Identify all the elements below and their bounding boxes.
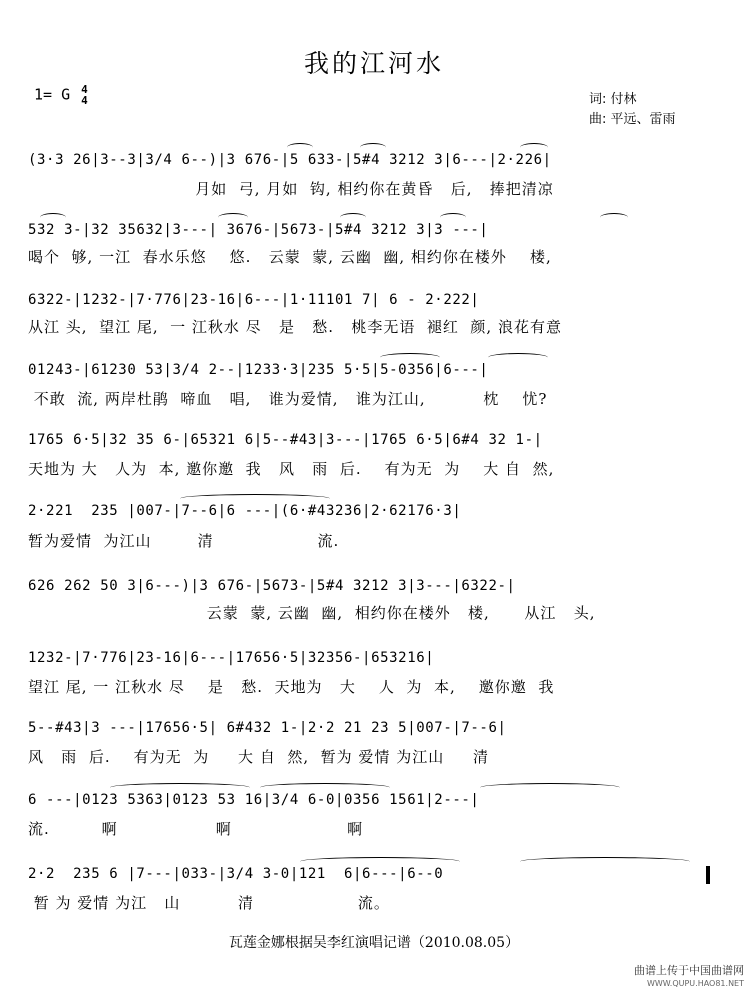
slur (520, 857, 690, 866)
lyric-line: 风 雨 后. 有为无 为 大 自 然, 暂为 爱情 为江山 清 (28, 748, 490, 766)
time-signature-bottom: 4 (81, 94, 88, 107)
slur (340, 213, 366, 222)
slur (300, 857, 460, 866)
lyric-line: 暂为爱情 为江山 清 流. (28, 532, 340, 550)
slur (40, 213, 66, 222)
notation-line: 1765 6·5|32 35 6-|65321 6|5--#43|3---|1765 6·5|6#4 32 1-| (28, 432, 543, 448)
key-signature (34, 84, 88, 106)
slur (600, 213, 628, 222)
lyric-line: 喝个 够, 一江 春水乐悠 悠. 云蒙 蒙, 云幽 幽, 相约你在楼外 楼, (28, 248, 552, 266)
lyric-line: 不敢 流, 两岸杜鹃 啼血 唱, 谁为爱情, 谁为江山, 枕 忧? (28, 390, 548, 408)
lyric-line: 流. 啊 啊 啊 (28, 820, 364, 838)
lyric-line: 暂 为 爱情 为江 山 清 流。 (28, 894, 390, 912)
slur (287, 143, 313, 152)
watermark-url: WWW.QUPU.HAO81.NET (646, 979, 744, 988)
slur (440, 213, 466, 222)
notation-line: 6 ---|0123 5363|0123 53 16|3/4 6-0|0356 1561|2---| (28, 792, 480, 808)
lyricist: 词: 付林 (589, 92, 637, 107)
lyric-line: 从江 头, 望江 尾, 一 江秋水 尽 是 愁. 桃李无语 褪红 颜, 浪花有意 (28, 318, 562, 336)
lyric-line: 云蒙 蒙, 云幽 幽, 相约你在楼外 楼, 从江 头, (28, 604, 596, 622)
slur (110, 783, 250, 792)
notation-line: 5--#43|3 ---|17656·5| 6#432 1-|2·2 21 23 5|007-|7--6| (28, 720, 507, 736)
watermark-text: 曲谱上传于中国曲谱网 (634, 964, 744, 977)
composer: 曲: 平远、雷雨 (589, 112, 676, 127)
time-signature (81, 84, 88, 106)
notation-line: 2·2 235 6 |7---|033-|3/4 3-0|121 6|6---|6--0 (28, 866, 444, 882)
slur (480, 783, 620, 792)
transcription-note: 瓦莲金娜根据吴李红演唱记谱（2010.08.05） (228, 935, 520, 951)
notation-line: 626 262 50 3|6---)|3 676-|5673-|5#4 3212 3|3---|6322-| (28, 578, 516, 594)
slur (520, 143, 548, 152)
lyric-line: 月如 弓, 月如 钩, 相约你在黄昏 后, 捧把清凉 (28, 180, 554, 198)
lyric-line: 望江 尾, 一 江秋水 尽 是 愁. 天地为 大 人 为 本, 邀你邀 我 (28, 678, 555, 696)
final-barline (706, 866, 710, 884)
notation-line: (3·3 26|3--3|3/4 6--)|3 676-|5 633-|5#4 3212 3|6---|2·226| (28, 152, 552, 168)
slur (488, 353, 548, 362)
slur (380, 353, 440, 362)
slur (218, 213, 248, 222)
song-title: 我的江河水 (303, 49, 444, 78)
slur (360, 143, 386, 152)
notation-line: 532 3-|32 35632|3---| 3676-|5673-|5#4 3212 3|3 ---| (28, 222, 489, 238)
notation-line: 6322-|1232-|7·776|23-16|6---|1·11101 7| 6 - 2·222| (28, 292, 480, 308)
time-signature-top: 4 (81, 83, 88, 96)
notation-line: 01243-|61230 53|3/4 2--|1233·3|235 5·5|5-0356|6---| (28, 362, 489, 378)
lyric-line: 天地为 大 人为 本, 邀你邀 我 风 雨 后. 有为无 为 大 自 然, (28, 460, 555, 478)
watermark (634, 964, 744, 990)
slur (260, 783, 390, 792)
credits (589, 90, 676, 130)
slur (180, 494, 330, 503)
notation-line: 2·221 235 |007-|7--6|6 ---|(6·#43236|2·62176·3| (28, 503, 462, 519)
key-label: 1= G (34, 85, 71, 104)
notation-line: 1232-|7·776|23-16|6---|17656·5|32356-|653216| (28, 650, 435, 666)
